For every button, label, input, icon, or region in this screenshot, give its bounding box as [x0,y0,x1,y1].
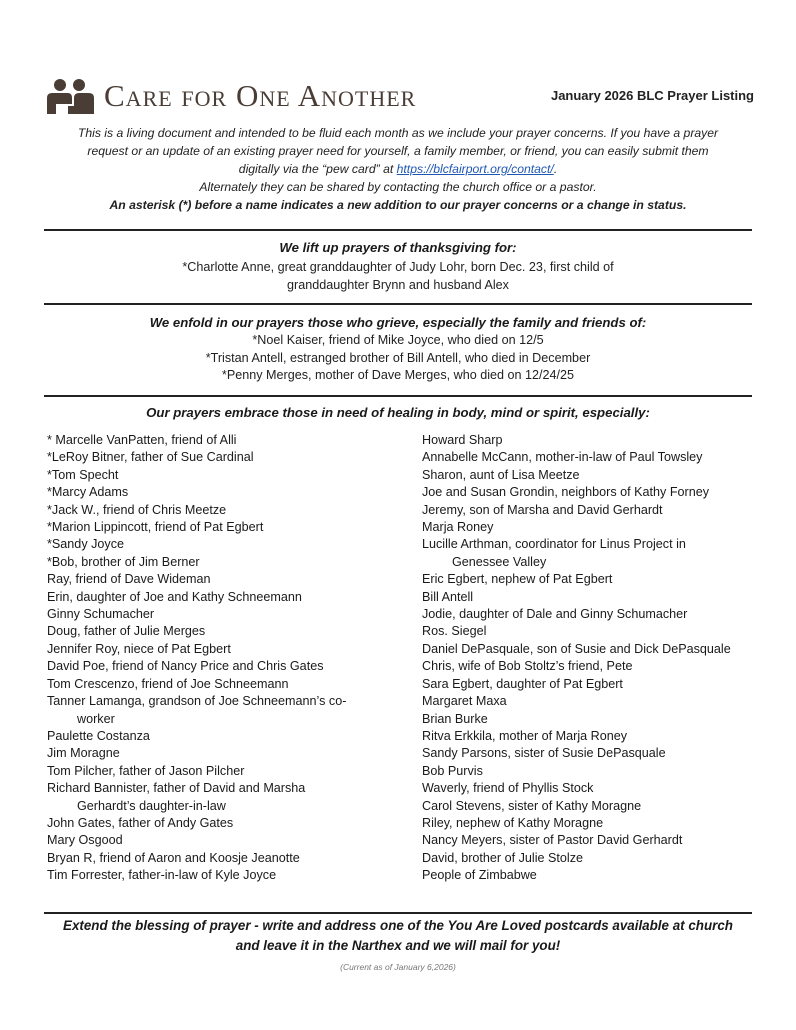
header [44,78,754,118]
list-item: Bill Antell [422,589,474,604]
list-item: David, brother of Julie Stolze [422,850,584,865]
list-item: Riley, nephew of Kathy Moragne [422,815,604,830]
list-item: Sara Egbert, daughter of Pat Egbert [422,676,623,691]
list-item: Bob Purvis [422,763,483,778]
people-icon [44,78,96,114]
grieve-heading: We enfold in our prayers those who grieve, especially the family and friends of: [149,315,647,330]
list-item: Paulette Costanza [47,728,150,743]
list-item: Tom Pilcher, father of Jason Pilcher [47,763,245,778]
list-item: Mary Osgood [47,833,123,848]
intro-line: This is a living document and intended to be fluid each month as we include your prayer concerns. If you have a prayer [77,126,719,140]
healing-right-column [422,432,752,885]
intro-line: Alternately they can be shared by contacting the church office or a pastor. [199,180,597,194]
list-item: Nancy Meyers, sister of Pastor David Gerhardt [422,833,683,848]
intro-line: digitally via the “pew card” at https://blcfairport.org/contact/. [238,162,558,176]
list-item: Eric Egbert, nephew of Pat Egbert [422,572,613,587]
footer-line: and leave it in the Narthex and we will mail for you! [235,938,561,953]
divider [44,303,752,305]
list-item: Howard Sharp [422,433,503,447]
list-item: Joe and Susan Grondin, neighbors of Kathy Forney [422,485,710,500]
thanksgiving-list [44,259,752,294]
asterisk-note: An asterisk (*) before a name indicates a new addition to our prayer concerns or a change in status. [109,198,687,212]
list-item: Jim Moragne [47,746,120,761]
list-item: Brian Burke [422,711,488,726]
list-item: Marja Roney [422,520,494,535]
list-item-continuation: worker [77,711,115,726]
list-item: Sandy Parsons, sister of Susie DePasquale [422,746,666,761]
intro [50,124,746,214]
list-item: Waverly, friend of Phyllis Stock [422,781,594,796]
list-item: John Gates, father of Andy Gates [47,815,234,830]
list-item: Chris, wife of Bob Stoltz’s friend, Pete [422,659,633,674]
list-item: Ros. Siegel [422,624,487,639]
list-item: David Poe, friend of Nancy Price and Chris Gates [47,659,324,674]
thanksgiving-heading: We lift up prayers of thanksgiving for: [279,240,517,255]
list-item: Tim Forrester, father-in-law of Kyle Joyce [47,868,277,883]
list-item: *LeRoy Bitner, father of Sue Cardinal [47,450,254,465]
current-date-note: (Current as of January 6,2026) [340,962,456,972]
list-item: Annabelle McCann, mother-in-law of Paul Towsley [422,450,703,465]
list-item-continuation: Gerhardt’s daughter-in-law [77,798,226,813]
list-item-continuation: Genessee Valley [452,554,547,569]
intro-line: request or an update of an existing prayer need for yourself, a family member, or friend, you can easily submit them [87,144,709,158]
list-item: *Bob, brother of Jim Berner [47,554,200,569]
list-item: *Tristan Antell, estranged brother of Bill Antell, who died in December [205,350,591,365]
list-item: Jeremy, son of Marsha and David Gerhardt [422,502,663,517]
list-item: Tom Crescenzo, friend of Joe Schneemann [47,676,289,691]
list-item: *Marion Lippincott, friend of Pat Egbert [47,520,264,535]
list-item: Daniel DePasquale, son of Susie and Dick DePasquale [422,641,731,656]
list-item: *Noel Kaiser, friend of Mike Joyce, who died on 12/5 [252,333,544,347]
list-item: Lucille Arthman, coordinator for Linus Project in [422,537,686,552]
listing-title: January 2026 BLC Prayer Listing [550,88,754,103]
footer-line: Extend the blessing of prayer - write and address one of the You Are Loved postcards available at church [63,918,733,933]
list-item: Ritva Erkkila, mother of Marja Roney [422,728,628,743]
list-item: Margaret Maxa [422,694,507,709]
list-item: Richard Bannister, father of David and Marsha [47,781,306,796]
list-item: *Marcy Adams [47,485,129,500]
brand-title: Care for One Another [104,78,417,113]
divider [44,395,752,397]
contact-link[interactable]: https://blcfairport.org/contact/ [396,162,554,176]
list-item: Sharon, aunt of Lisa Meetze [422,467,580,482]
list-item: Tanner Lamanga, grandson of Joe Schneemann’s co- [47,694,347,709]
list-item: Bryan R, friend of Aaron and Koosje Jeanotte [47,850,300,865]
healing-heading: Our prayers embrace those in need of healing in body, mind or spirit, especially: [146,405,650,420]
grieve-list [44,332,752,385]
list-item: Ginny Schumacher [47,607,155,622]
list-item: *Penny Merges, mother of Dave Merges, who died on 12/24/25 [221,368,575,382]
healing-left-column [47,432,407,885]
divider [44,912,752,914]
divider [44,229,752,231]
footer-message [44,916,752,956]
list-item: granddaughter Brynn and husband Alex [287,277,509,292]
list-item: Erin, daughter of Joe and Kathy Schneemann [47,589,302,604]
list-item: People of Zimbabwe [422,868,537,883]
list-item: *Tom Specht [47,467,119,482]
list-item: Jennifer Roy, niece of Pat Egbert [47,641,231,656]
list-item: *Sandy Joyce [47,537,125,552]
list-item: *Charlotte Anne, great granddaughter of Judy Lohr, born Dec. 23, first child of [182,260,614,274]
list-item: * Marcelle VanPatten, friend of Alli [47,433,237,447]
list-item: Ray, friend of Dave Wideman [47,572,211,587]
list-item: *Jack W., friend of Chris Meetze [47,502,227,517]
list-item: Doug, father of Julie Merges [47,624,206,639]
list-item: Carol Stevens, sister of Kathy Moragne [422,798,642,813]
list-item: Jodie, daughter of Dale and Ginny Schumacher [422,607,688,622]
